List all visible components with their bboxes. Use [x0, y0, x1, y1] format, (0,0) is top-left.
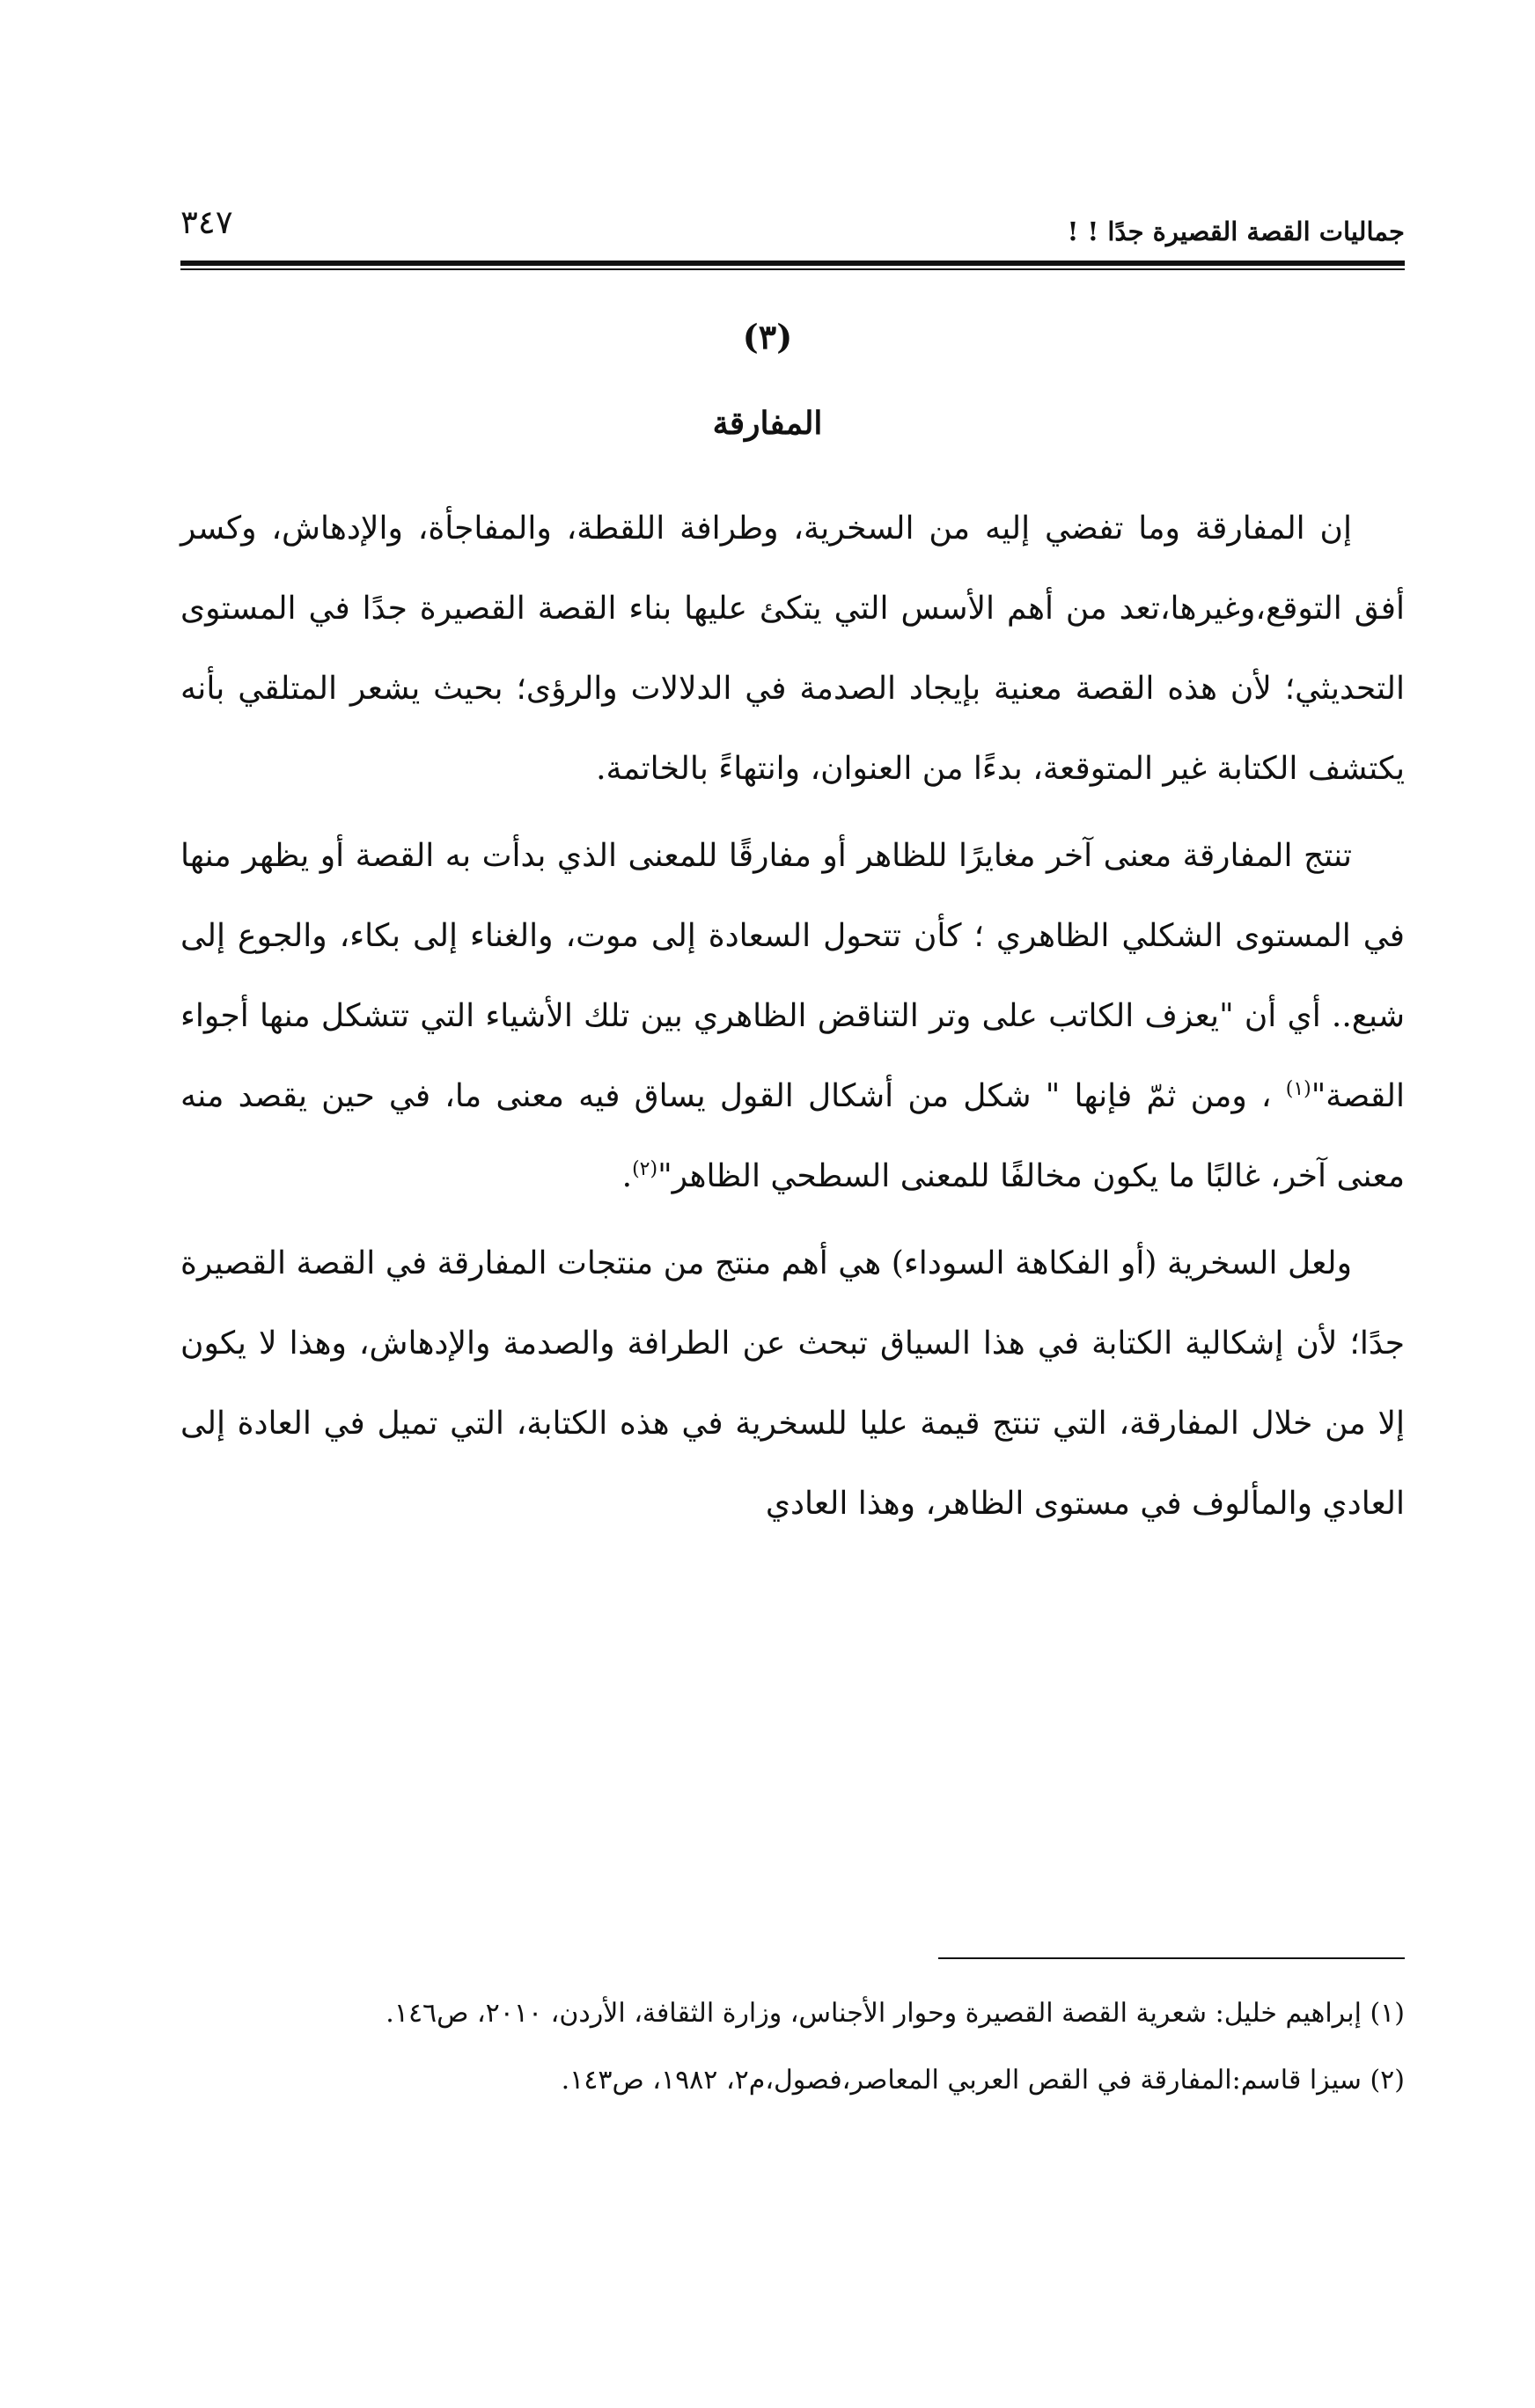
header-rule	[180, 261, 1405, 271]
footnote-rule	[938, 1957, 1405, 1959]
footnote-ref-1: (١)	[1285, 1078, 1311, 1100]
body-text	[180, 488, 1405, 1551]
footnote-ref-2: (٢)	[632, 1158, 658, 1180]
running-title: جماليات القصة القصيرة جدًا ! !	[1067, 217, 1405, 246]
paragraph-2-part-b: ، ومن ثمّ فإنها " شكل من أشكال القول يساق فيه معنى ما، في حين يقصد منه معنى آخر، غالبًا ما يكون مخالفًا للمعنى السطحي الظاهر"	[180, 1078, 1405, 1194]
paragraph-3: ولعل السخرية (أو الفكاهة السوداء) هي أهم منتج من منتجات المفارقة في القصة القصيرة جدًا؛ لأن إشكالية الكتابة في هذا السياق تبحث عن الطرافة والصدمة والإدهاش، وهذا لا يكون إلا من خلال المفارقة، التي تنتج قيمة عليا للسخرية في هذه الكتابة، التي تميل في العادة إلى العادي والمألوف في مستوى الظاهر، وهذا العادي	[180, 1245, 1405, 1522]
page-number: ٣٤٧	[180, 203, 233, 241]
page-header	[180, 192, 1405, 253]
footnote-2: (٢) سيزا قاسم:المفارقة في القص العربي المعاصر،فصول،م٢، ١٩٨٢، ص١٤٣.	[561, 2065, 1405, 2096]
section-number: (٣)	[742, 317, 793, 356]
header-rule-thin	[180, 268, 1405, 270]
paragraph-1: إن المفارقة وما تفضي إليه من السخرية، وطرافة اللقطة، والمفاجأة، والإدهاش، وكسر أفق التوقع،وغيرها،تعد من أهم الأسس التي يتكئ عليها بناء القصة القصيرة جدًا في المستوى التحديثي؛ لأن هذه القصة معنية بإيجاد الصدمة في الدلالات والرؤى؛ بحيث يشعر المتلقي بأنه يكتشف الكتابة غير المتوقعة، بدءًا من العنوان، وانتهاءً بالخاتمة.	[180, 510, 1405, 787]
paragraph-2-part-a: تنتج المفارقة معنى آخر مغايرًا للظاهر أو مفارقًا للمعنى الذي بدأت به القصة أو يظهر منها في المستوى الشكلي الظاهري ؛ كأن تتحول السعادة إلى موت، والغناء إلى بكاء، والجوع إلى شبع.. أي أن "يعزف الكاتب على وتر التناقض الظاهري بين تلك الأشياء التي تتشكل منها أجواء القصة"	[180, 838, 1405, 1114]
section-title: المفارقة	[712, 405, 823, 442]
paragraph-2	[180, 816, 1405, 1216]
footnotes	[180, 1980, 1405, 2114]
paragraph-2-part-c: .	[621, 1158, 633, 1194]
header-rule-thick	[180, 261, 1405, 266]
footnote-1: (١) إبراهيم خليل: شعرية القصة القصيرة وحوار الأجناس، وزارة الثقافة، الأردن، ٢٠١٠، ص١٤٦.	[386, 1998, 1405, 2029]
